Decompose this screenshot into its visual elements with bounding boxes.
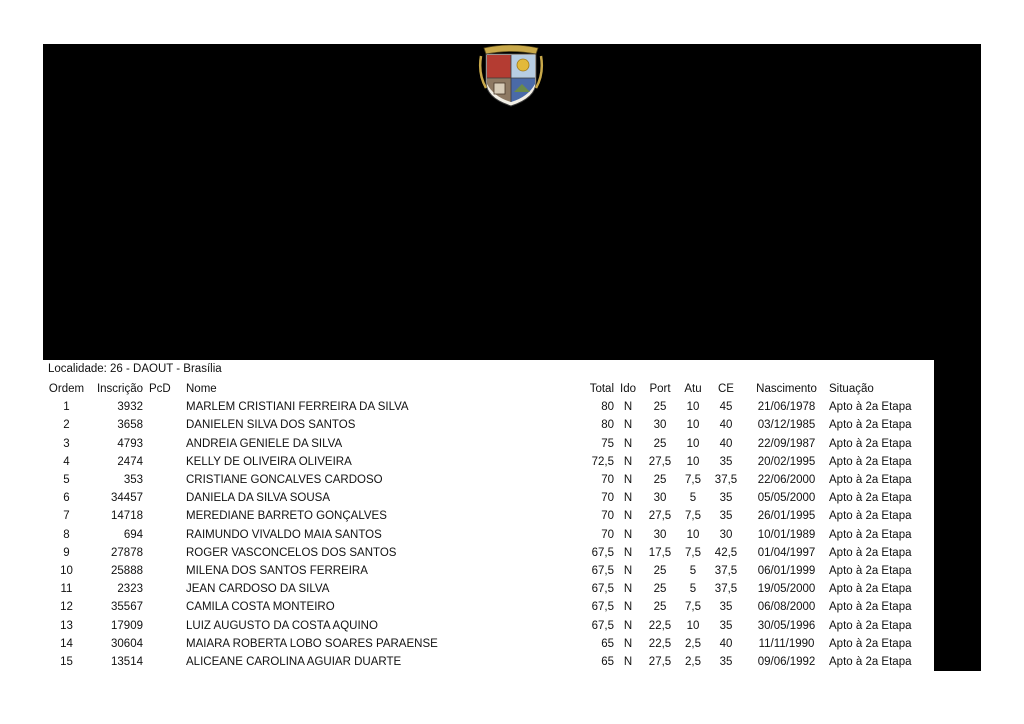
cell-nome: MAIARA ROBERTA LOBO SOARES PARAENSE (186, 637, 438, 650)
cell-nascimento: 19/05/2000 (757, 583, 816, 596)
cell-pcd (143, 453, 186, 471)
cell-nome: ANDREIA GENIELE DA SILVA (186, 437, 343, 450)
cell-ce: 35 (719, 510, 733, 523)
cell-ce: 35 (719, 455, 733, 468)
cell-ce: 37,5 (714, 583, 738, 596)
cell-total: 72,5 (591, 455, 614, 468)
cell-inscricao: 3932 (117, 401, 143, 414)
cell-ordem: 3 (63, 437, 70, 450)
cell-total: 80 (601, 419, 614, 432)
column-header-pcd: PcD (149, 383, 171, 396)
cell-total: 70 (601, 528, 614, 541)
cell-ordem: 4 (63, 455, 70, 468)
cell-pcd (143, 598, 186, 616)
cell-port: 25 (653, 583, 667, 596)
column-header-inscricao: Inscrição (96, 383, 143, 396)
cell-nome: CRISTIANE GONCALVES CARDOSO (186, 474, 383, 487)
cell-nome: DANIELA DA SILVA SOUSA (186, 492, 331, 505)
cell-situacao: Apto à 2a Etapa (829, 564, 912, 577)
column-header-total: Total (589, 383, 614, 396)
cell-ce: 40 (719, 637, 733, 650)
cell-inscricao: 17909 (111, 619, 143, 632)
cell-ido: N (623, 601, 633, 614)
cell-nascimento: 09/06/1992 (757, 655, 816, 668)
cell-ce: 35 (719, 601, 733, 614)
cell-pcd (143, 526, 186, 544)
cell-ido: N (623, 655, 633, 668)
cell-total: 67,5 (591, 619, 614, 632)
cell-atu: 7,5 (685, 474, 701, 487)
table-row (43, 526, 934, 544)
coat-of-arms-icon (478, 44, 544, 108)
cell-atu: 5 (689, 583, 697, 596)
cell-ido: N (623, 419, 633, 432)
cell-port: 25 (653, 564, 667, 577)
cell-inscricao: 2474 (117, 455, 143, 468)
cell-pcd (143, 471, 186, 489)
cell-port: 30 (653, 528, 667, 541)
cell-ido: N (623, 564, 633, 577)
table-row (43, 616, 934, 634)
cell-inscricao: 14718 (111, 510, 143, 523)
cell-nome: CAMILA COSTA MONTEIRO (186, 601, 335, 614)
column-header-atu: Atu (684, 383, 702, 396)
cell-ordem: 15 (60, 655, 73, 668)
cell-nascimento: 06/08/2000 (757, 601, 816, 614)
cell-pcd (143, 580, 186, 598)
results-sheet (43, 360, 934, 671)
cell-inscricao: 34457 (111, 492, 143, 505)
cell-atu: 2,5 (685, 655, 701, 668)
cell-situacao: Apto à 2a Etapa (829, 528, 912, 541)
cell-total: 67,5 (591, 546, 614, 559)
cell-nome: ALICEANE CAROLINA AGUIAR DUARTE (186, 655, 402, 668)
cell-pcd (143, 544, 186, 562)
cell-ce: 40 (719, 437, 733, 450)
cell-total: 80 (601, 401, 614, 414)
cell-inscricao: 3658 (117, 419, 143, 432)
results-table (43, 380, 934, 671)
cell-ordem: 8 (63, 528, 70, 541)
cell-nome: DANIELEN SILVA DOS SANTOS (186, 419, 356, 432)
table-row (43, 471, 934, 489)
cell-atu: 10 (686, 619, 700, 632)
cell-total: 75 (601, 437, 614, 450)
cell-pcd (143, 435, 186, 453)
cell-ordem: 1 (63, 401, 70, 414)
table-row (43, 489, 934, 507)
cell-ordem: 9 (63, 546, 70, 559)
cell-atu: 10 (686, 455, 700, 468)
cell-total: 67,5 (591, 601, 614, 614)
cell-situacao: Apto à 2a Etapa (829, 583, 912, 596)
cell-situacao: Apto à 2a Etapa (829, 510, 912, 523)
cell-inscricao: 35567 (111, 601, 143, 614)
cell-atu: 7,5 (685, 601, 701, 614)
cell-atu: 10 (686, 437, 700, 450)
table-row (43, 453, 934, 471)
table-row (43, 598, 934, 616)
cell-ido: N (623, 401, 633, 414)
cell-ce: 35 (719, 619, 733, 632)
cell-atu: 5 (689, 564, 697, 577)
table-row (43, 653, 934, 671)
cell-port: 25 (653, 601, 667, 614)
cell-port: 30 (653, 492, 667, 505)
column-header-ce: CE (718, 383, 734, 396)
cell-ordem: 11 (60, 583, 73, 596)
cell-ido: N (623, 583, 633, 596)
cell-total: 70 (601, 474, 614, 487)
column-header-situacao: Situação (829, 383, 874, 396)
cell-ido: N (623, 510, 633, 523)
cell-nascimento: 22/09/1987 (757, 437, 816, 450)
table-row (43, 398, 934, 416)
table-body (43, 398, 934, 671)
cell-ido: N (623, 528, 633, 541)
cell-port: 25 (653, 474, 667, 487)
cell-port: 27,5 (648, 655, 672, 668)
cell-pcd (143, 653, 186, 671)
cell-situacao: Apto à 2a Etapa (829, 401, 912, 414)
cell-inscricao: 2323 (117, 583, 143, 596)
cell-situacao: Apto à 2a Etapa (829, 546, 912, 559)
cell-port: 25 (653, 401, 667, 414)
cell-nome: MARLEM CRISTIANI FERREIRA DA SILVA (186, 401, 409, 414)
cell-nascimento: 26/01/1995 (757, 510, 816, 523)
cell-ce: 35 (719, 492, 733, 505)
cell-inscricao: 30604 (111, 637, 143, 650)
cell-ordem: 10 (60, 564, 73, 577)
cell-situacao: Apto à 2a Etapa (829, 419, 912, 432)
cell-port: 22,5 (648, 637, 672, 650)
cell-nascimento: 30/05/1996 (757, 619, 816, 632)
cell-nascimento: 21/06/1978 (757, 401, 816, 414)
cell-total: 70 (601, 510, 614, 523)
cell-inscricao: 13514 (111, 655, 143, 668)
locality-line: Localidade: 26 - DAOUT - Brasília (48, 363, 222, 375)
cell-situacao: Apto à 2a Etapa (829, 437, 912, 450)
column-header-ordem: Ordem (48, 383, 85, 396)
cell-ordem: 12 (60, 601, 73, 614)
cell-ido: N (623, 455, 633, 468)
cell-nascimento: 06/01/1999 (757, 564, 816, 577)
table-row (43, 507, 934, 525)
cell-ido: N (623, 437, 633, 450)
column-header-ido: Ido (620, 383, 636, 396)
cell-pcd (143, 616, 186, 634)
cell-ido: N (623, 619, 633, 632)
cell-situacao: Apto à 2a Etapa (829, 474, 912, 487)
cell-nascimento: 20/02/1995 (757, 455, 816, 468)
cell-nascimento: 10/01/1989 (757, 528, 816, 541)
cell-ordem: 14 (60, 637, 73, 650)
cell-situacao: Apto à 2a Etapa (829, 655, 912, 668)
cell-ordem: 13 (60, 619, 73, 632)
table-row (43, 562, 934, 580)
cell-ce: 40 (719, 419, 733, 432)
cell-pcd (143, 398, 186, 416)
cell-atu: 2,5 (685, 637, 701, 650)
cell-ce: 35 (719, 655, 733, 668)
cell-port: 27,5 (648, 510, 672, 523)
redacted-margin-block (934, 360, 981, 671)
column-header-nascimento: Nascimento (756, 383, 817, 396)
table-header-row (43, 380, 934, 398)
cell-atu: 7,5 (685, 546, 701, 559)
cell-ido: N (623, 492, 633, 505)
cell-atu: 10 (686, 528, 700, 541)
cell-ido: N (623, 546, 633, 559)
cell-nome: MEREDIANE BARRETO GONÇALVES (186, 510, 387, 523)
cell-atu: 10 (686, 401, 700, 414)
cell-ce: 37,5 (714, 474, 738, 487)
cell-nascimento: 22/06/2000 (757, 474, 816, 487)
table-row (43, 416, 934, 434)
cell-ordem: 2 (63, 419, 70, 432)
cell-ordem: 6 (63, 492, 70, 505)
cell-port: 22,5 (648, 619, 672, 632)
cell-situacao: Apto à 2a Etapa (829, 619, 912, 632)
cell-port: 25 (653, 437, 667, 450)
cell-nascimento: 01/04/1997 (757, 546, 816, 559)
cell-situacao: Apto à 2a Etapa (829, 455, 912, 468)
cell-situacao: Apto à 2a Etapa (829, 637, 912, 650)
cell-nascimento: 05/05/2000 (757, 492, 816, 505)
cell-total: 65 (601, 655, 614, 668)
cell-atu: 5 (689, 492, 697, 505)
cell-inscricao: 353 (123, 474, 143, 487)
cell-total: 67,5 (591, 583, 614, 596)
cell-nome: JEAN CARDOSO DA SILVA (186, 583, 330, 596)
cell-port: 27,5 (648, 455, 672, 468)
column-header-port: Port (649, 383, 671, 396)
cell-total: 67,5 (591, 564, 614, 577)
cell-ce: 37,5 (714, 564, 738, 577)
cell-pcd (143, 562, 186, 580)
cell-nascimento: 11/11/1990 (758, 637, 815, 650)
cell-inscricao: 694 (123, 528, 143, 541)
cell-ido: N (623, 637, 633, 650)
table-row (43, 635, 934, 653)
cell-inscricao: 27878 (111, 546, 143, 559)
cell-atu: 7,5 (685, 510, 701, 523)
cell-ce: 45 (719, 401, 733, 414)
cell-nome: ROGER VASCONCELOS DOS SANTOS (186, 546, 397, 559)
cell-pcd (143, 489, 186, 507)
table-row (43, 435, 934, 453)
cell-nome: LUIZ AUGUSTO DA COSTA AQUINO (186, 619, 378, 632)
cell-total: 65 (601, 637, 614, 650)
cell-nome: MILENA DOS SANTOS FERREIRA (186, 564, 368, 577)
cell-port: 17,5 (648, 546, 672, 559)
cell-total: 70 (601, 492, 614, 505)
column-header-nome: Nome (186, 383, 217, 396)
cell-inscricao: 4793 (117, 437, 143, 450)
cell-situacao: Apto à 2a Etapa (829, 601, 912, 614)
cell-situacao: Apto à 2a Etapa (829, 492, 912, 505)
cell-nascimento: 03/12/1985 (757, 419, 816, 432)
cell-atu: 10 (686, 419, 700, 432)
cell-pcd (143, 416, 186, 434)
cell-pcd (143, 635, 186, 653)
cell-inscricao: 25888 (111, 564, 143, 577)
cell-ordem: 5 (63, 474, 70, 487)
cell-ce: 42,5 (714, 546, 738, 559)
cell-pcd (143, 507, 186, 525)
table-row (43, 544, 934, 562)
cell-port: 30 (653, 419, 667, 432)
cell-ce: 30 (719, 528, 733, 541)
cell-ido: N (623, 474, 633, 487)
cell-nome: KELLY DE OLIVEIRA OLIVEIRA (186, 455, 352, 468)
table-row (43, 580, 934, 598)
cell-nome: RAIMUNDO VIVALDO MAIA SANTOS (186, 528, 382, 541)
cell-ordem: 7 (63, 510, 70, 523)
